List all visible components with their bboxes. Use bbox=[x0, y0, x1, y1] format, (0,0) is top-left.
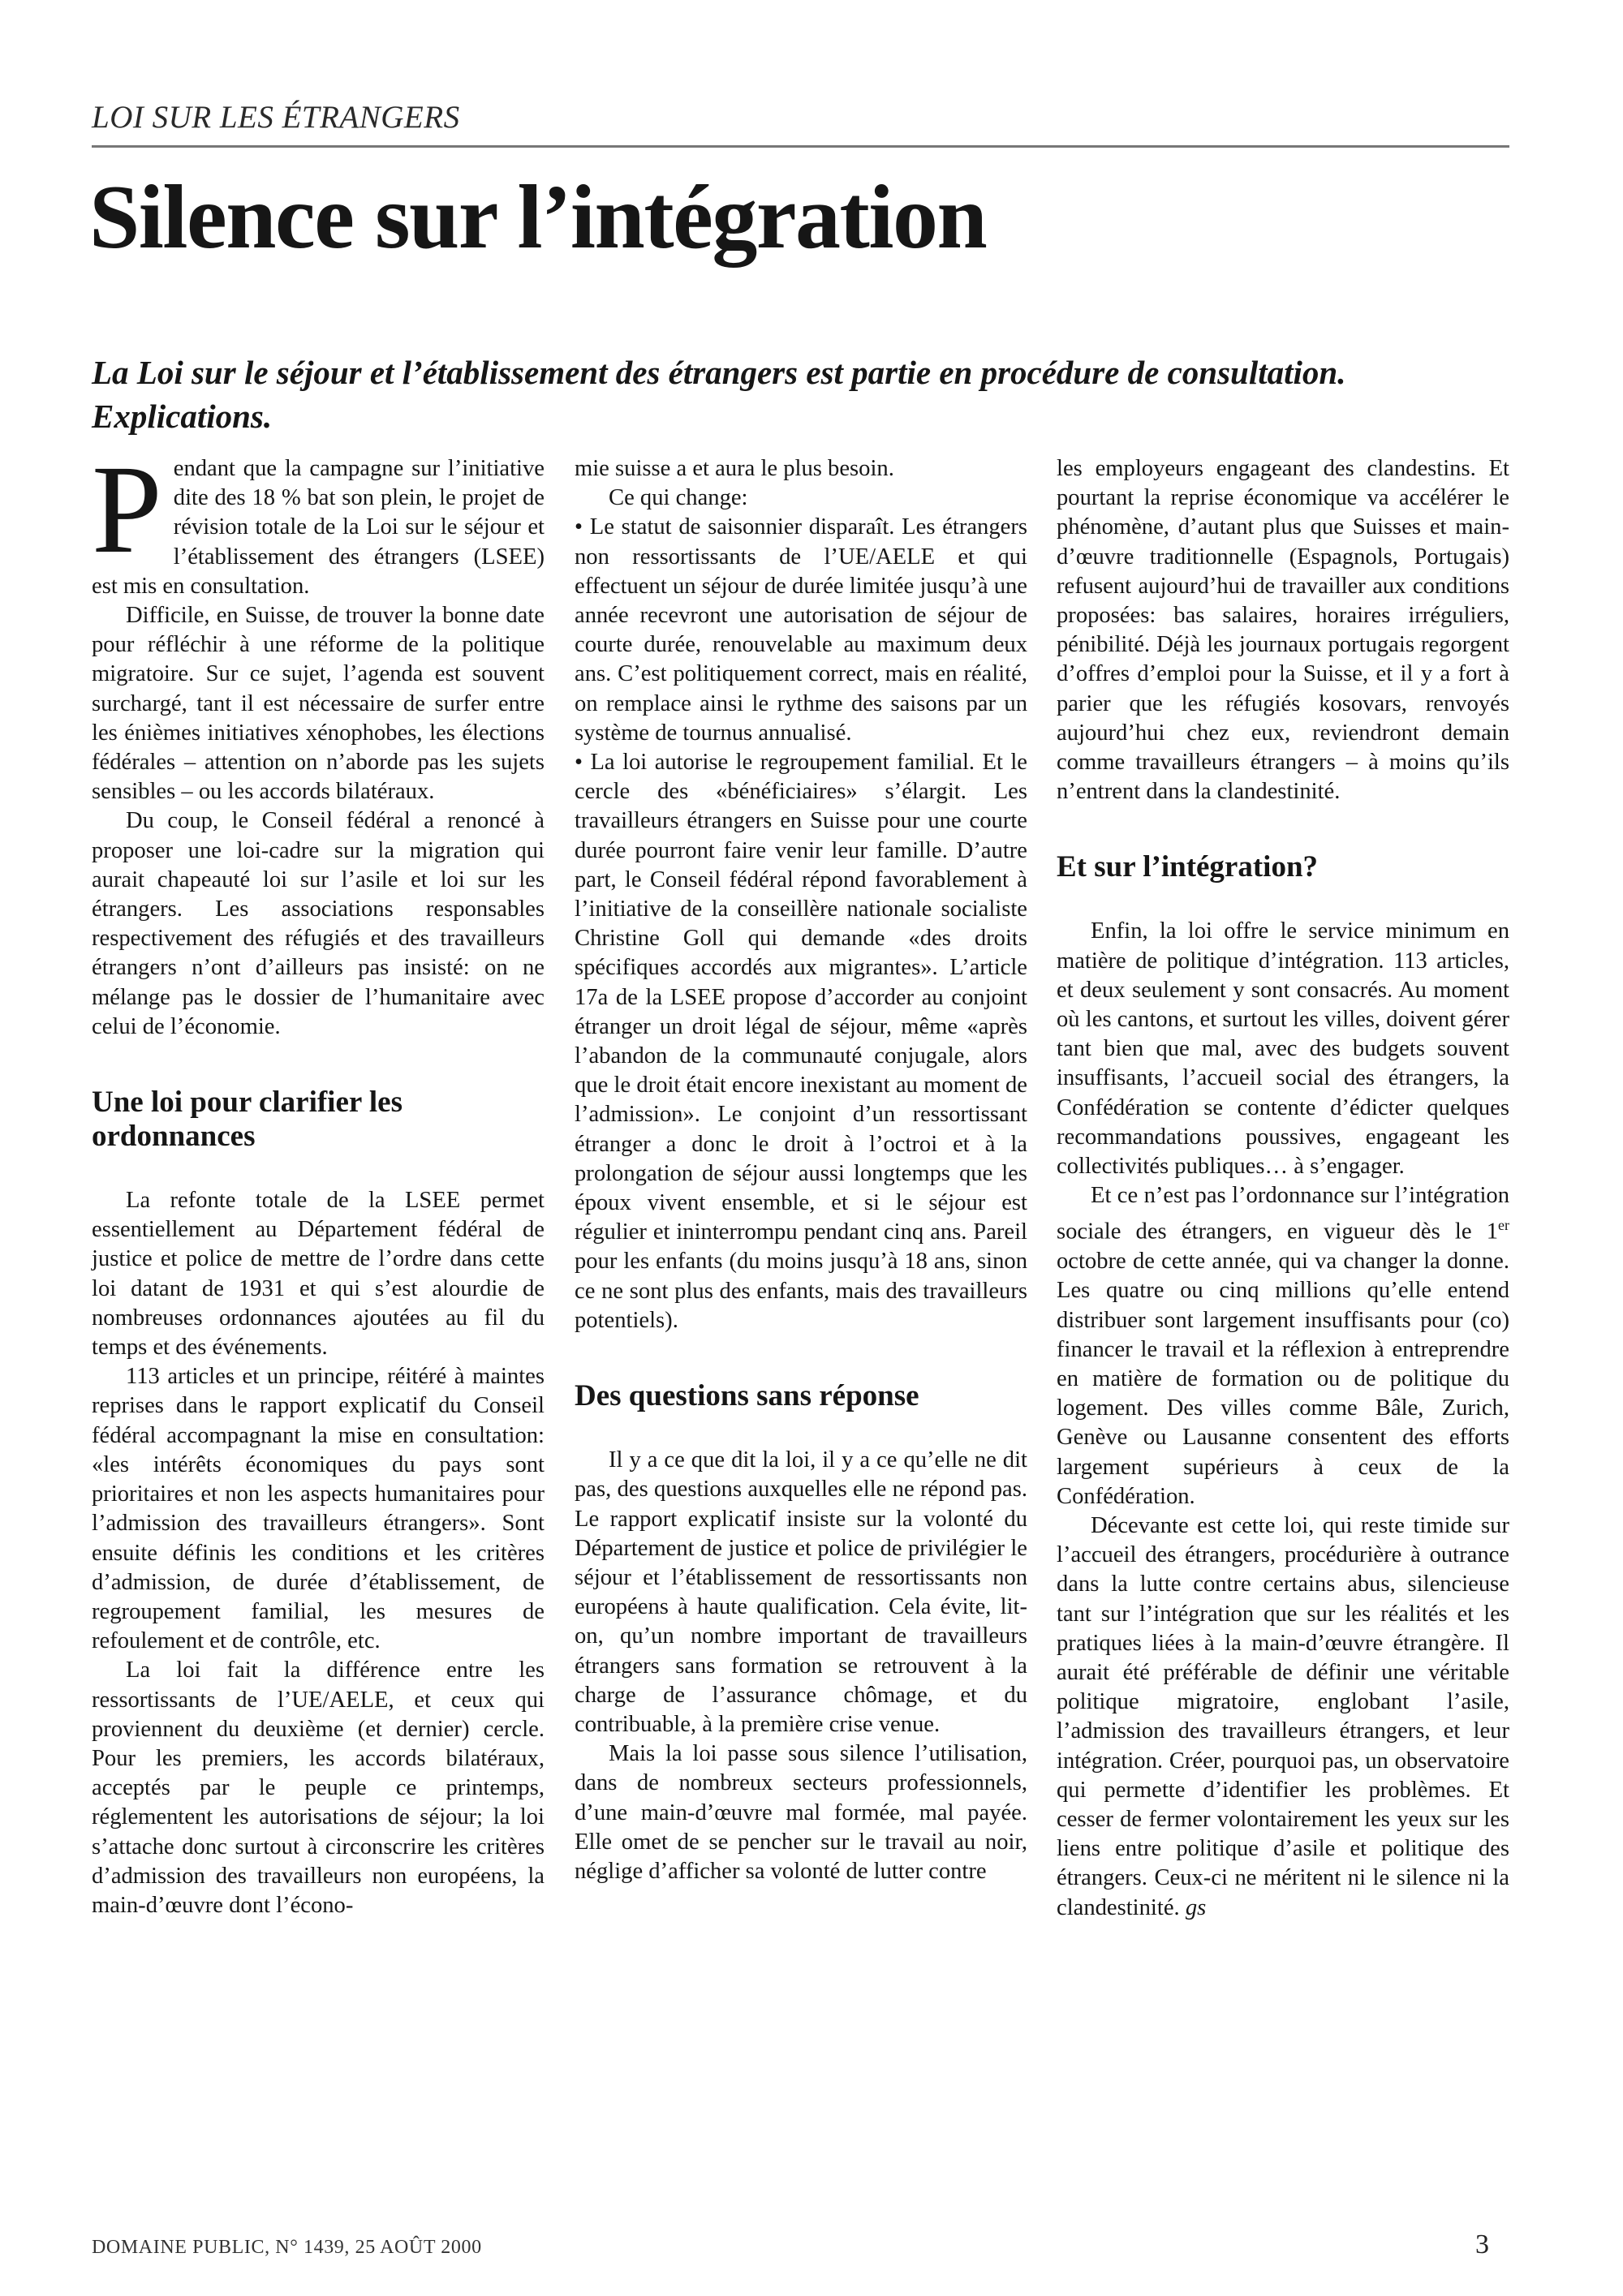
article-lede: La Loi sur le séjour et l’établissement des étrangers est partie en procédure de consultation. Explications. bbox=[92, 354, 1346, 435]
superscript: er bbox=[1498, 1217, 1509, 1234]
paragraph: Il y a ce que dit la loi, il y a ce qu’elle ne dit pas, des questions auxquelles elle ne répond pas. Le rapport explicatif insiste sur la volonté du Département de justice et police de privilégier le séjour et l’établissement de ressortissants non européens à haute qualification. Cela évite, lit-on, qu’un nombre important de travailleurs étrangers sans formation se retrouvent à la charge de l’assurance chômage, et du contribuable, à la première crise venue. bbox=[575, 1447, 1027, 1737]
section-label: LOI SUR LES ÉTRANGERS bbox=[92, 100, 460, 135]
column-2 bbox=[575, 454, 1027, 1886]
paragraph: Pendant que la campagne sur l’initiative dite des 18 % bat son plein, le projet de révision totale de la Loi sur le séjour et l’établissement des étrangers (LSEE) est mis en consultation. bbox=[92, 439, 545, 599]
paragraph: La refonte totale de la LSEE permet essentiellement au Département fédéral de justice et police de mettre de l’ordre dans cette loi datant de 1931 et qui s’est alourdie de nombreuses ordonnances ajoutées au fil du temps et des événements. bbox=[92, 1188, 545, 1361]
paragraph: Du coup, le Conseil fédéral a renoncé à proposer une loi-cadre sur la migration qui aurait chapeauté loi sur l’asile et loi sur les étrangers. Les associations responsables respectivement des réfugiés et des travailleurs étrangers n’ont d’ailleurs pas insisté: on ne mélange pas le dossier de l’humanitaire avec celui de l’économie. bbox=[92, 808, 545, 1039]
paragraph: Ce qui change: bbox=[609, 485, 748, 511]
author-signature: gs bbox=[1185, 1894, 1207, 1920]
column-1 bbox=[92, 439, 545, 1920]
paragraph: mie suisse a et aura le plus besoin. bbox=[575, 456, 894, 481]
paragraph: Décevante est cette loi, qui reste timide sur l’accueil des étrangers, procédurière à outrance dans la lutte contre certains abus, silencieuse tant sur l’intégration que sur les réalités et les pratiques liées à la main-d’œuvre étrangère. Il aurait été préférable de définir une véritable politique migratoire, englobant l’asile, l’admission des travailleurs étrangers, et leur intégration. Créer, pourquoi pas, un observatoire qui permette d’identifier les problèmes. Et cesser de fermer volontairement les yeux sur les liens entre politique d’asile et politique des étrangers. Ceux-ci ne méritent ni le silence ni la clandestinité. gs bbox=[1057, 1513, 1509, 1920]
subheading: Et sur l’intégration? bbox=[1057, 850, 1319, 884]
subheading: Une loi pour clarifier les ordonnances bbox=[92, 1086, 403, 1154]
bullet-item: • Le statut de saisonnier disparaît. Les étrangers non ressortissants de l’UE/AELE et qui effectuent un séjour de durée limitée jusqu’à une année recevront une autorisation de séjour de courte durée, renouvelable au maximum deux ans. C’est politiquement correct, mais en réalité, on remplace ainsi le rythme des saisons par un système de tournus annualisé. bbox=[575, 514, 1027, 746]
article-title: Silence sur l’intégration bbox=[89, 167, 987, 268]
drop-cap: P bbox=[92, 439, 162, 579]
paragraph: les employeurs engageant des clandestins. Et pourtant la reprise économique va accélérer le phénomène, d’autant plus que Suisses et main-d’œuvre traditionnelle (Espagnols, Portugais) refusent aujourd’hui de travailler aux conditions proposées: bas salaires, horaires irréguliers, pénibilité. Déjà les journaux portugais regorgent d’offres d’emploi pour la Suisse, et il y a fort à parier que les réfugiés kosovars, renvoyés aujourd’hui chez eux, reviendront demain comme travailleurs étrangers – à moins qu’ils n’entrent dans la clandestinité. bbox=[1057, 456, 1509, 805]
publication-footer: DOMAINE PUBLIC, N° 1439, 25 AOÛT 2000 bbox=[92, 2237, 482, 2258]
paragraph: 113 articles et un principe, réitéré à maintes reprises dans le rapport explicatif du Conseil fédéral accompagnant la mise en consultation: «les intérêts économiques du pays sont prioritaires et non les aspects humanitaires pour l’admission des travailleurs étrangers». Sont ensuite définis les conditions et les critères d’admission, de durée d’établissement, de regroupement familial, les mesures de refoulement et de contrôle, etc. bbox=[92, 1364, 545, 1654]
paragraph: La loi fait la différence entre les ressortissants de l’UE/AELE, et ceux qui proviennent du deuxième (et dernier) cercle. Pour les premiers, les accords bilatéraux, acceptés par le peuple ce printemps, réglementent les autorisations de séjour; la loi s’attache donc surtout à circonscrire les critères d’admission des travailleurs non européens, la main-d’œuvre dont l’écono- bbox=[92, 1658, 545, 1918]
column-3 bbox=[1057, 454, 1509, 1923]
paragraph: Mais la loi passe sous silence l’utilisation, dans de nombreux secteurs professionnels, d’une main-d’œuvre mal formée, mal payée. Elle omet de se pencher sur le travail au noir, néglige d’afficher sa volonté de lutter contre bbox=[575, 1741, 1027, 1884]
paragraph: Enfin, la loi offre le service minimum en matière de politique d’intégration. 113 articles, et deux seulement y sont consacrés. Au moment où les cantons, et surtout les villes, doivent gérer tant bien que mal, avec des budgets souvent insuffisants, l’accueil social des étrangers, la Confédération se contente d’édicter quelques recommandations poussives, engageant les collectivités publiques… à s’engager. bbox=[1057, 918, 1509, 1180]
page-number: 3 bbox=[1475, 2229, 1489, 2259]
paragraph: Difficile, en Suisse, de trouver la bonne date pour réfléchir à une réforme de la politique migratoire. Sur ce sujet, l’agenda est souvent surchargé, tant il est nécessaire de surfer entre les énièmes initiatives xénophobes, les élections fédérales – attention on n’aborde pas les sujets sensibles – ou les accords bilatéraux. bbox=[92, 603, 545, 805]
bullet-item: • La loi autorise le regroupement familial. Et le cercle des «bénéficiaires» s’élargit. Les travailleurs étrangers en Suisse pour une courte durée pourront faire venir leur famille. D’autre part, le Conseil fédéral répond favorablement à l’initiative de la conseillère nationale socialiste Christine Goll qui demande «des droits spécifiques accordés aux migrantes». L’article 17a de la LSEE propose d’accorder au conjoint étranger un droit légal de séjour, même «après l’abandon de la communauté conjugale, alors que le droit était encore inexistant au moment de l’admission». Le conjoint d’un ressortissant étranger a donc le droit à l’octroi et à la prolongation de séjour aussi longtemps que les époux vivent ensemble, et si le séjour est régulier et ininterrompu pendant cinq ans. Pareil pour les enfants (du moins jusqu’à 18 ans, sinon ce ne sont plus des enfants, mais des travailleurs potentiels). bbox=[575, 750, 1027, 1333]
header-rule bbox=[92, 145, 1509, 148]
subheading: Des questions sans réponse bbox=[575, 1379, 919, 1413]
paragraph: Et ce n’est pas l’ordonnance sur l’intégration sociale des étrangers, en vigueur dès le 1er octobre de cette année, qui va changer la donne. Les quatre ou cinq millions qu’elle entend distribuer sont largement insuffisants pour (co) financer le travail et la réflexion à entreprendre en matière de formation ou de politique du logement. Des villes comme Bâle, Zurich, Genève ou Lausanne consentent des efforts largement supérieurs à ceux de la Confédération. bbox=[1057, 1183, 1509, 1509]
